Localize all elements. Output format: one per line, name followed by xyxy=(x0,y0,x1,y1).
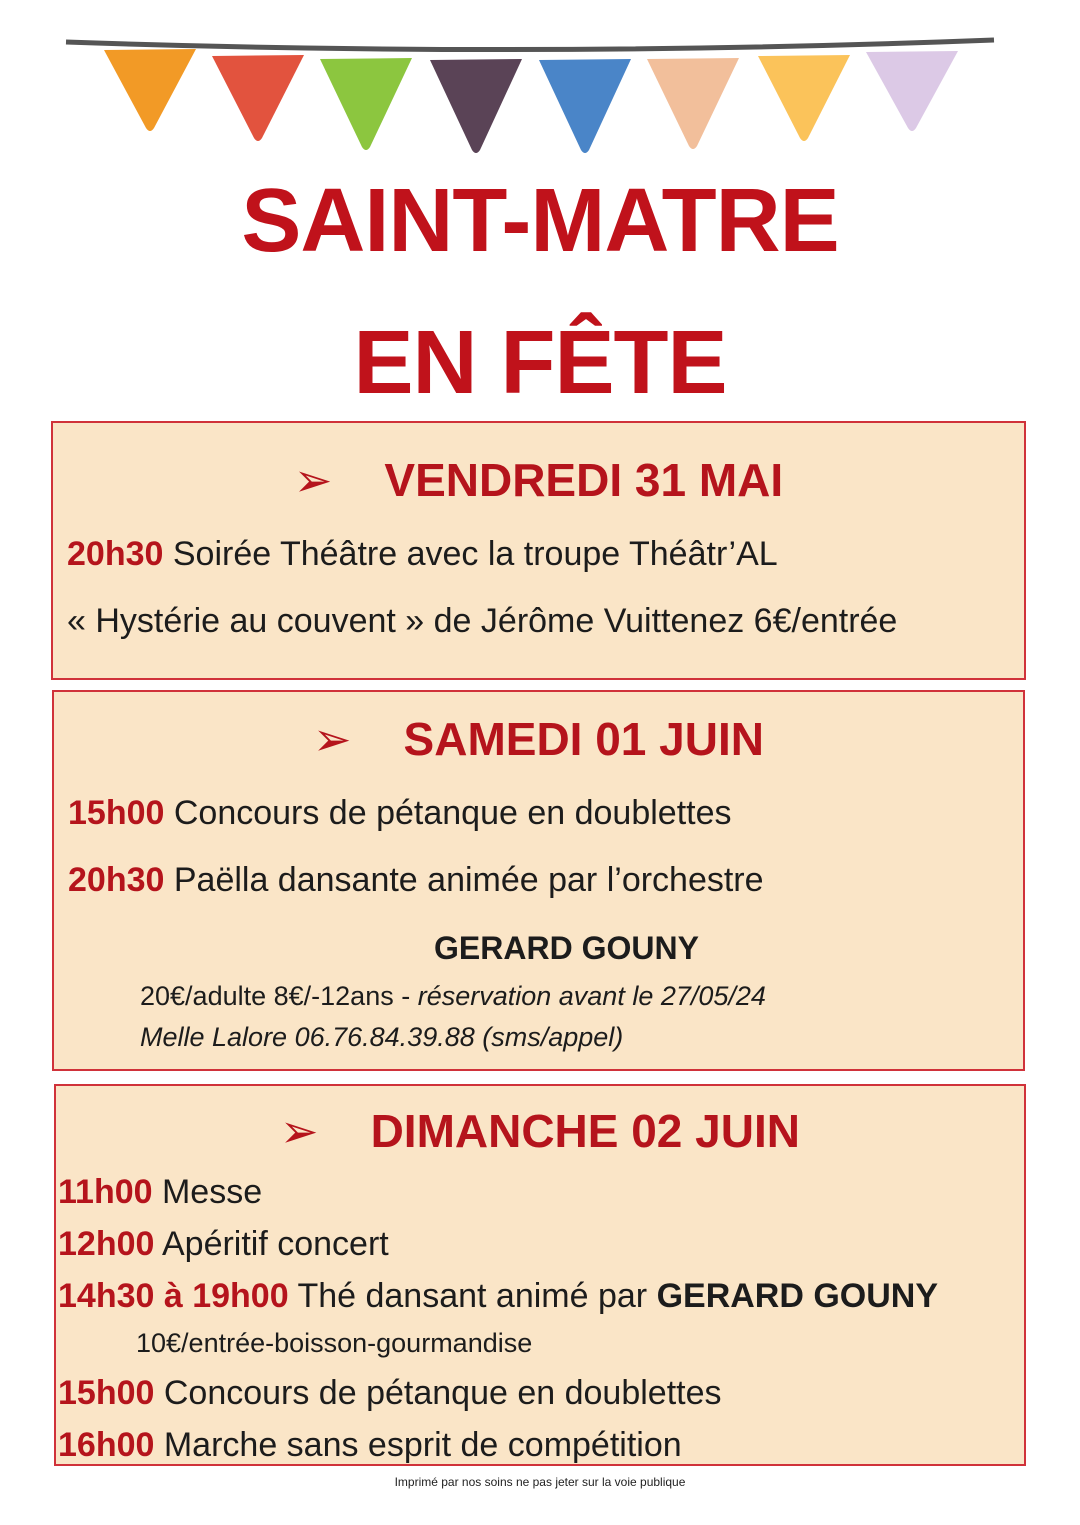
bunting-string xyxy=(66,40,994,50)
bunting-flag xyxy=(866,51,958,131)
sunday-band: GERARD GOUNY xyxy=(656,1277,939,1315)
sunday-time-5: 15h00 xyxy=(58,1374,155,1412)
friday-heading xyxy=(53,454,1024,506)
sunday-text-5: Concours de pétanque en doublettes xyxy=(154,1374,722,1412)
saturday-time-1: 15h00 xyxy=(68,794,165,832)
sunday-text-6: Marche sans esprit de compétition xyxy=(154,1426,682,1464)
sunday-heading xyxy=(56,1105,1024,1157)
saturday-contact: Melle Lalore 06.76.84.39.88 (sms/appel) xyxy=(140,1022,624,1052)
saturday-heading xyxy=(54,713,1023,765)
sunday-item-2 xyxy=(58,1227,389,1261)
saturday-price: 20€/adulte 8€/-12ans - xyxy=(140,981,418,1011)
saturday-reservation: réservation avant le 27/05/24 xyxy=(417,981,766,1011)
saturday-line-2 xyxy=(68,863,764,897)
saturday-text-2: Paëlla dansante animée par l’orchestre xyxy=(164,861,764,899)
saturday-time-2: 20h30 xyxy=(68,861,165,899)
saturday-price-line xyxy=(140,983,766,1010)
saturday-text-1: Concours de pétanque en doublettes xyxy=(164,794,732,832)
arrow-icon: ➢ xyxy=(280,1105,319,1157)
title-line-1: SAINT-MATRE xyxy=(241,171,839,271)
sunday-item-3 xyxy=(58,1279,938,1313)
bunting-flag xyxy=(758,55,850,141)
title-line-2: EN FÊTE xyxy=(353,313,727,413)
sunday-item-5 xyxy=(58,1376,722,1410)
arrow-icon: ➢ xyxy=(313,713,352,765)
sunday-day: DIMANCHE 02 JUIN xyxy=(370,1105,800,1157)
saturday-day: SAMEDI 01 JUIN xyxy=(403,713,764,765)
sunday-time-1: 11h00 xyxy=(58,1173,153,1211)
bunting-flag xyxy=(320,58,412,150)
sunday-item-4: 10€/entrée-boisson-gourmandise xyxy=(136,1328,533,1358)
bunting-flag xyxy=(647,58,739,149)
sunday-section xyxy=(54,1084,1026,1466)
friday-line-1 xyxy=(67,537,778,571)
friday-line-2: « Hystérie au couvent » de Jérôme Vuittenez 6€/entrée xyxy=(67,602,898,640)
friday-text-1: Soirée Théâtre avec la troupe Théâtr’AL xyxy=(163,535,778,573)
arrow-icon: ➢ xyxy=(293,454,333,506)
bunting-flag xyxy=(212,55,304,141)
sunday-text-1: Messe xyxy=(152,1173,263,1211)
sunday-time-2: 12h00 xyxy=(58,1225,155,1263)
saturday-section xyxy=(52,690,1025,1071)
bunting-flag xyxy=(539,59,631,153)
friday-time-1: 20h30 xyxy=(67,535,164,573)
sunday-text-2: Apéritif concert xyxy=(154,1225,389,1263)
sunday-text-3: Thé dansant animé par xyxy=(288,1277,657,1315)
sunday-time-6: 16h00 xyxy=(58,1426,155,1464)
bunting-decoration xyxy=(0,0,1080,170)
friday-section xyxy=(51,421,1026,680)
saturday-line-1 xyxy=(68,796,732,830)
bunting-flag xyxy=(104,49,196,131)
sunday-item-6 xyxy=(58,1428,682,1462)
bunting-flag xyxy=(430,59,522,153)
sunday-time-3: 14h30 à 19h00 xyxy=(58,1277,289,1315)
friday-day: VENDREDI 31 MAI xyxy=(384,454,784,506)
sunday-item-1 xyxy=(58,1175,262,1209)
footer-note: Imprimé par nos soins ne pas jeter sur la voie publique xyxy=(394,1475,686,1489)
saturday-band: GERARD GOUNY xyxy=(434,930,699,966)
